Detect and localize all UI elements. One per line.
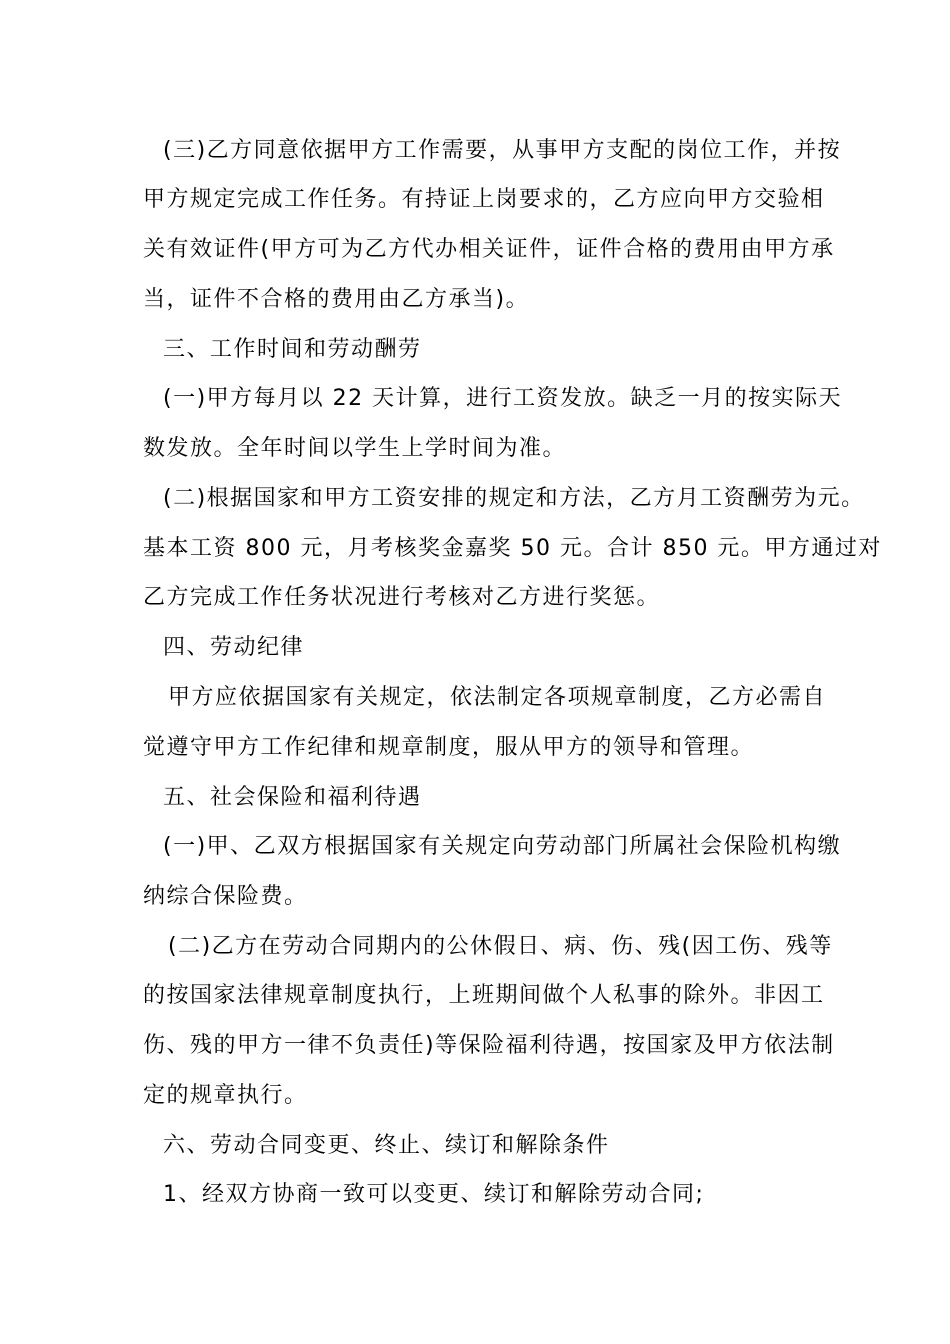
paragraph-line: 觉遵守甲方工作纪律和规章制度，服从甲方的领导和管理。	[143, 735, 755, 760]
paragraph-line: (一)甲方每月以 22 天计算，进行工资发放。缺乏一月的按实际天	[163, 386, 843, 411]
section-heading: 三、工作时间和劳动酬劳	[163, 337, 422, 362]
paragraph-line: 关有效证件(甲方可为乙方代办相关证件，证件合格的费用由甲方承	[143, 237, 835, 262]
paragraph-line: 定的规章执行。	[143, 1083, 308, 1108]
paragraph-line: 的按国家法律规章制度执行，上班期间做个人私事的除外。非因工	[143, 983, 825, 1008]
paragraph-line: (一)甲、乙双方根据国家有关规定向劳动部门所属社会保险机构缴	[163, 834, 842, 859]
paragraph-line: 乙方完成工作任务状况进行考核对乙方进行奖惩。	[143, 585, 661, 610]
paragraph-line: 甲方应依据国家有关规定，依法制定各项规章制度，乙方必需自	[168, 685, 827, 710]
paragraph-line: 纳综合保险费。	[143, 884, 308, 909]
paragraph-line: 基本工资 800 元，月考核奖金嘉奖 50 元。合计 850 元。甲方通过对	[143, 536, 882, 561]
paragraph-line: (二)乙方在劳动合同期内的公休假日、病、伤、残(因工伤、残等	[168, 934, 833, 959]
paragraph-line: 1、经双方协商一致可以变更、续订和解除劳动合同;	[163, 1182, 705, 1207]
paragraph-line: 当，证件不合格的费用由乙方承当)。	[143, 287, 530, 312]
paragraph-line: 甲方规定完成工作任务。有持证上岗要求的，乙方应向甲方交验相	[143, 187, 825, 212]
paragraph-line: 数发放。全年时间以学生上学时间为准。	[143, 436, 567, 461]
section-heading: 四、劳动纪律	[163, 635, 305, 660]
section-heading: 六、劳动合同变更、终止、续订和解除条件	[163, 1133, 610, 1158]
paragraph-line: (三)乙方同意依据甲方工作需要，从事甲方支配的岗位工作，并按	[163, 138, 842, 163]
paragraph-line: 伤、残的甲方一律不负责任)等保险福利待遇，按国家及甲方依法制	[143, 1033, 835, 1058]
paragraph-line: (二)根据国家和甲方工资安排的规定和方法，乙方月工资酬劳为元。	[163, 486, 865, 511]
section-heading: 五、社会保险和福利待遇	[163, 785, 422, 810]
